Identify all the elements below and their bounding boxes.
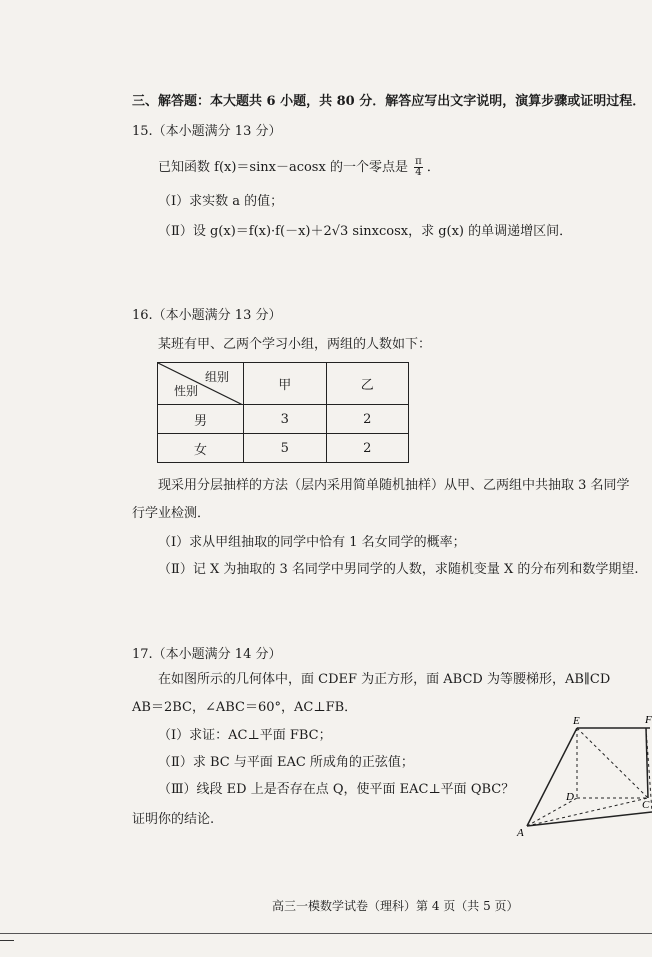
q17-line2: AB＝2BC，∠ABC＝60°，AC⊥FB． <box>132 700 358 715</box>
label-d: D <box>566 791 574 803</box>
edge-fc <box>646 728 648 798</box>
header-col2: 乙 <box>326 363 409 405</box>
q15-title: 15.（本小题满分 13 分） <box>132 124 282 139</box>
q17-title: 17.（本小题满分 14 分） <box>132 647 282 662</box>
q15-stem-pre: 已知函数 f(x)＝sinx－acosx 的一个零点是 <box>158 160 408 175</box>
q15-part2: （Ⅱ）设 g(x)＝f(x)·f(－x)＋2√3 sinxcosx，求 g(x) 的单调递增区间． <box>158 224 573 239</box>
q17-part2: （Ⅱ）求 BC 与平面 EAC 所成角的正弦值； <box>158 755 414 770</box>
table-row <box>158 434 409 463</box>
cell-value: 3 <box>244 405 327 434</box>
q16-text1: 现采用分层抽样的方法（层内采用简单随机抽样）从甲、乙两组中共抽取 3 名同学 <box>158 478 630 493</box>
edge-ac <box>527 798 648 826</box>
q15-stem-post: ． <box>426 160 440 175</box>
q17-part3b: 证明你的结论. <box>132 812 215 827</box>
q15-stem <box>158 157 440 178</box>
section-header: 三、解答题：本大题共 6 小题，共 80 分．解答应写出文字说明，演算步骤或证明过程． <box>132 94 646 109</box>
header-col1: 甲 <box>244 363 327 405</box>
label-a: A <box>517 827 524 839</box>
edge-ec <box>577 728 648 798</box>
footer-rule <box>0 933 652 934</box>
corner-top-label: 组别 <box>204 370 229 384</box>
cell-value: 2 <box>326 405 409 434</box>
cell-value: 5 <box>244 434 327 463</box>
row-label: 女 <box>158 434 244 463</box>
q16-intro: 某班有甲、乙两个学习小组，两组的人数如下： <box>158 337 432 352</box>
label-e: E <box>573 715 580 727</box>
label-c: C <box>642 799 650 811</box>
label-f: F <box>645 714 652 726</box>
q15-frac-den: 4 <box>415 167 422 178</box>
page-footer: 高三一模数学试卷（理科）第 4 页（共 5 页） <box>272 899 519 913</box>
group-table <box>157 362 409 463</box>
q17-part1: （Ⅰ）求证：AC⊥平面 FBC； <box>158 728 332 743</box>
q17-line1: 在如图所示的几何体中，面 CDEF 为正方形，面 ABCD 为等腰梯形，AB∥CD <box>158 672 611 687</box>
q16-part1: （Ⅰ）求从甲组抽取的同学中恰有 1 名女同学的概率； <box>158 535 466 550</box>
table-row <box>158 405 409 434</box>
table-corner-cell <box>158 363 244 405</box>
edge-ea <box>527 728 577 826</box>
row-label: 男 <box>158 405 244 434</box>
q16-part2: （Ⅱ）记 X 为抽取的 3 名同学中男同学的人数，求随机变量 X 的分布列和数学期望. <box>158 562 639 577</box>
q15-frac-num: π <box>415 156 422 167</box>
q15-part1: （Ⅰ）求实数 a 的值； <box>158 194 284 209</box>
q15-fraction <box>414 157 423 178</box>
edge-ab <box>527 812 652 826</box>
q16-title: 16.（本小题满分 13 分） <box>132 308 282 323</box>
q16-text2: 行学业检测． <box>132 506 211 521</box>
q17-part3: （Ⅲ）线段 ED 上是否存在点 Q，使平面 EAC⊥平面 QBC？ <box>158 782 515 797</box>
edge-mark <box>0 940 14 941</box>
corner-bottom-label: 性别 <box>174 384 199 398</box>
cell-value: 2 <box>326 434 409 463</box>
geometry-figure <box>515 712 652 840</box>
diagonal-line <box>158 363 243 405</box>
